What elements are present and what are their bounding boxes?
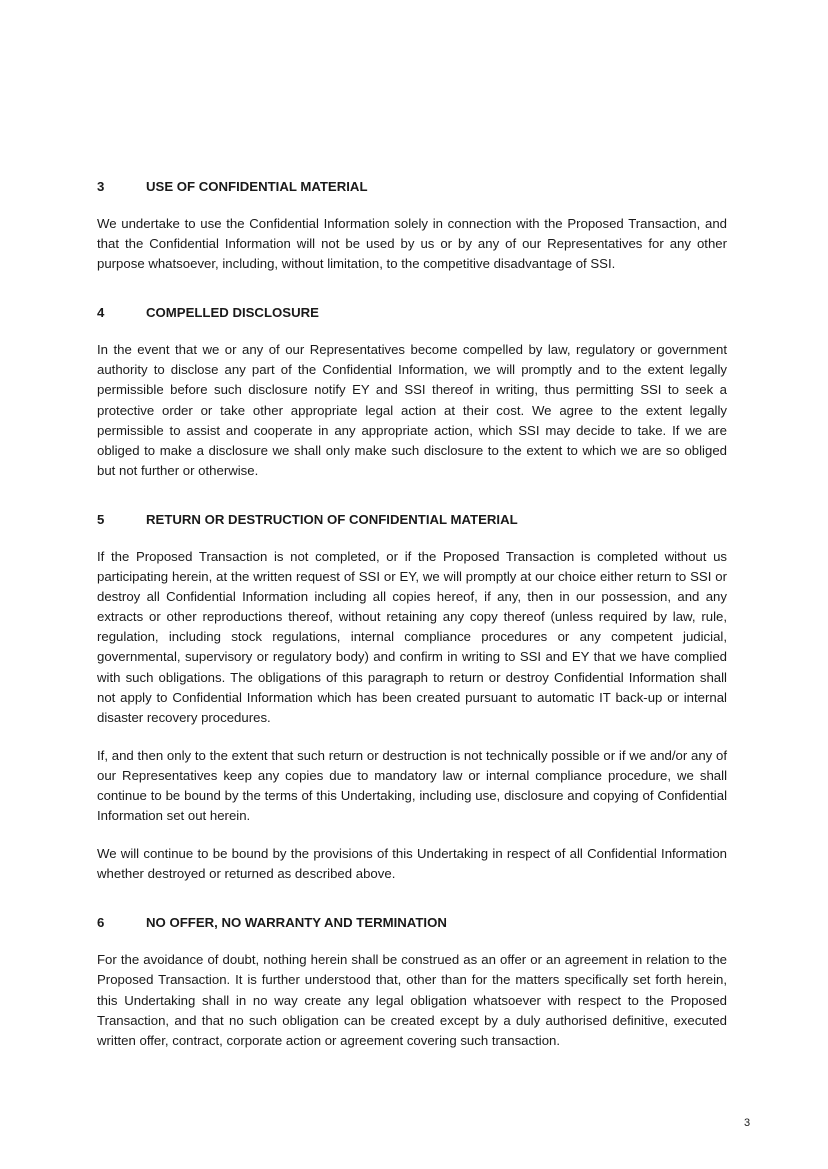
paragraph: For the avoidance of doubt, nothing herein shall be construed as an offer or an agreement in relation to the Proposed Transaction. It is further understood that, other than for the matters specifically set forth herein, this Undertaking shall in no way create any legal obligation whatsoever with respect to the Proposed Transaction, and that no such obligation can be created except by a duly authorised definitive, executed written offer, contract, corporate action or agreement covering such transaction. [97,952,727,1048]
paragraph: If the Proposed Transaction is not completed, or if the Proposed Transaction is completed without us participating herein, at the written request of SSI or EY, we will promptly at our choice either return to SSI or destroy all Confidential Information including all copies hereof, if any, then in our possession, and any extracts or other reproductions thereof, without retaining any copy thereof (unless required by law, rule, regulation, including stock regulations, internal compliance procedures or any competent judicial, governmental, supervisory or regulatory body) and confirm in writing to SSI and EY that we have complied with such obligations. The obligations of this paragraph to return or destroy Confidential Information shall not apply to Confidential Information which has been created pursuant to automatic IT back-up or internal disaster recovery procedures. [97,548,727,725]
paragraph: If, and then only to the extent that such return or destruction is not technically possible or if we and/or any of our Representatives keep any copies due to mandatory law or internal compliance procedure, we shall continue to be bound by the terms of this Undertaking, including use, disclosure and copying of Confidential Information set out herein. [97,747,727,824]
document-body [97,177,727,1051]
section-title: NO OFFER, NO WARRANTY AND TERMINATION [146,915,447,931]
page-number: 3 [744,1117,751,1129]
section-heading-3 [97,177,727,197]
section-number: 3 [97,179,105,194]
section-heading-5 [97,510,727,530]
section-title: USE OF CONFIDENTIAL MATERIAL [146,179,368,194]
section-heading-4 [97,303,727,323]
paragraph: We undertake to use the Confidential Information solely in connection with the Proposed Transaction, and that the Confidential Information will not be used by us or by any of our Representatives for any other purpose whatsoever, including, without limitation, to the competitive disadvantage of SSI. [97,216,727,272]
section-number: 5 [97,511,105,527]
section-number: 4 [97,305,105,321]
section-title: RETURN OR DESTRUCTION OF CONFIDENTIAL MATERIAL [146,511,518,527]
paragraph: We will continue to be bound by the provisions of this Undertaking in respect of all Confidential Information whether destroyed or returned as described above. [97,846,727,882]
section-title: COMPELLED DISCLOSURE [146,305,319,321]
section-heading-6 [97,913,727,933]
section-number: 6 [97,915,105,931]
paragraph: In the event that we or any of our Representatives become compelled by law, regulatory or government authority to disclose any part of the Confidential Information, we will promptly and to the extent legally permissible before such disclosure notify EY and SSI thereof in writing, thus permitting SSI to seek a protective order or take other appropriate legal action at their cost. We agree to the extent legally permissible to assist and cooperate in any appropriate action, which SSI may decide to take. If we are obliged to make a disclosure we shall only make such disclosure to the extent to which we are so obliged but not further or otherwise. [97,342,727,478]
